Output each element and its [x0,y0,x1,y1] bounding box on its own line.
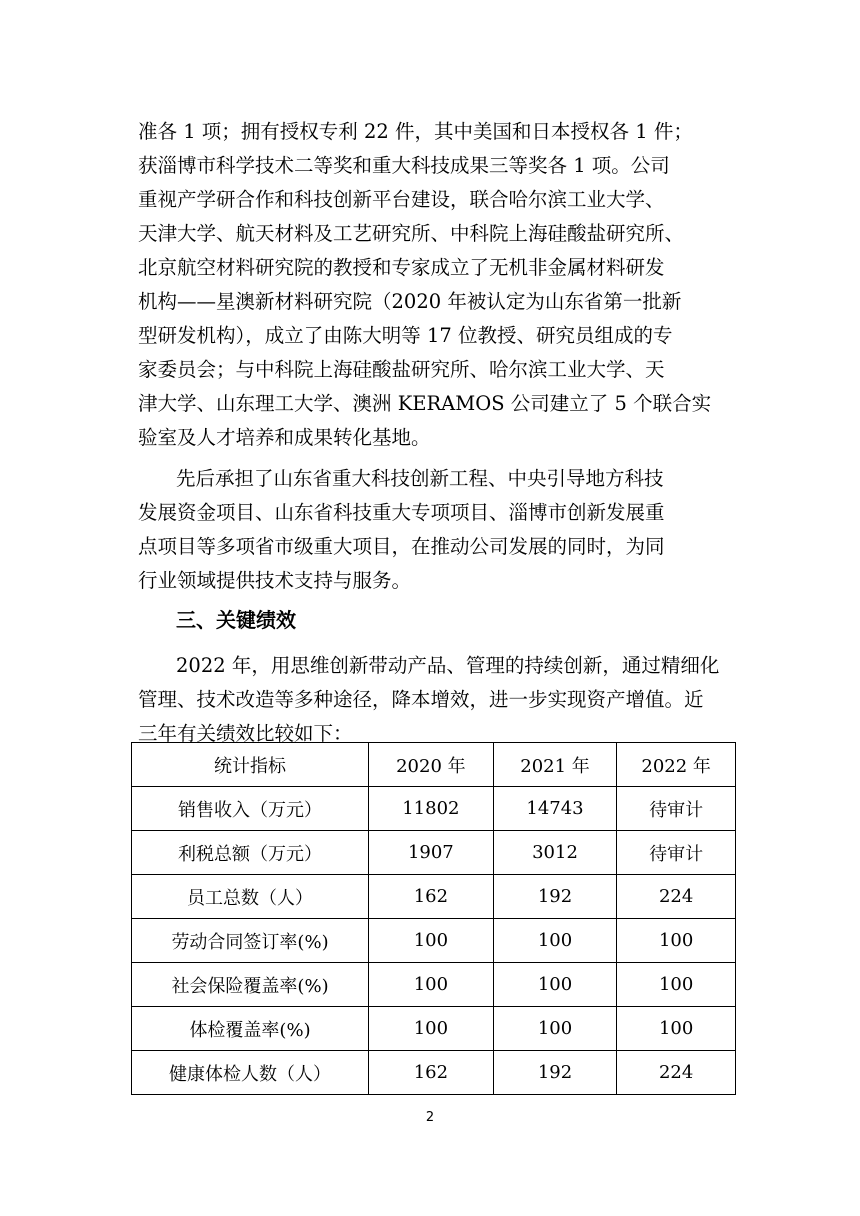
table-cell: 1907 [369,831,494,875]
text-line: 重视产学研合作和科技创新平台建设，联合哈尔滨工业大学、 [138,188,665,211]
paragraph-performance-intro [138,649,728,751]
text-line: 点项目等多项省市级重大项目，在推动公司发展的同时，为同 [138,535,665,558]
table-cell: 14743 [493,787,617,831]
table-cell: 劳动合同签订率(%) [132,919,369,963]
table-cell: 100 [369,963,494,1007]
header-cell: 2021 年 [493,743,617,787]
table-cell: 100 [617,1007,736,1051]
table-row [132,963,736,1007]
page-number: 2 [425,1110,435,1125]
text-line: 津大学、山东理工大学、澳洲 KERAMOS 公司建立了 5 个联合实 [138,392,712,415]
table-cell: 100 [493,1007,617,1051]
text-line: 家委员会；与中科院上海硅酸盐研究所、哈尔滨工业大学、天 [138,358,665,381]
table-cell: 待审计 [617,831,736,875]
table-cell: 100 [369,919,494,963]
table-cell: 100 [369,1007,494,1051]
table-cell: 健康体检人数（人） [132,1051,369,1095]
text-line: 验室及人才培养和成果转化基地。 [138,426,431,449]
table-cell: 社会保险覆盖率(%) [132,963,369,1007]
table-cell: 224 [617,875,736,919]
table-row [132,875,736,919]
table-row [132,1007,736,1051]
text-line: 准各 1 项；拥有授权专利 22 件，其中美国和日本授权各 1 件； [138,120,693,143]
table-cell: 利税总额（万元） [132,831,369,875]
text-line: 管理、技术改造等多种途径，降本增效，进一步实现资产增值。近 [138,688,704,711]
header-cell: 统计指标 [132,743,369,787]
paragraph-major-projects [138,462,728,598]
text-line: 北京航空材料研究院的教授和专家成立了无机非金属材料研发 [138,256,665,279]
text-line: 型研发机构），成立了由陈大明等 17 位教授、研究员组成的专 [138,324,673,347]
header-cell: 2020 年 [369,743,494,787]
text-line: 先后承担了山东省重大科技创新工程、中央引导地方科技 [176,467,664,490]
table-cell: 100 [493,919,617,963]
table-cell: 100 [493,963,617,1007]
text-line: 机构——星澳新材料研究院（2020 年被认定为山东省第一批新 [138,290,682,313]
table-cell: 销售收入（万元） [132,787,369,831]
text-line: 三年有关绩效比较如下： [138,722,353,745]
table-cell: 100 [617,919,736,963]
text-line: 天津大学、航天材料及工艺研究所、中科院上海硅酸盐研究所、 [138,222,685,245]
text-line: 2022 年，用思维创新带动产品、管理的持续创新，通过精细化 [176,654,720,677]
performance-table [131,742,736,1095]
table-row [132,919,736,963]
section-heading: 三、关键绩效 [176,608,296,632]
paragraph-patents-partnerships [138,115,728,455]
text-line: 行业领域提供技术支持与服务。 [138,569,412,592]
table-row [132,1051,736,1095]
table-cell: 3012 [493,831,617,875]
table-row [132,831,736,875]
table-cell: 100 [617,963,736,1007]
table-cell: 体检覆盖率(%) [132,1007,369,1051]
table-cell: 员工总数（人） [132,875,369,919]
table-cell: 192 [493,875,617,919]
table-cell: 162 [369,1051,494,1095]
table-row [132,787,736,831]
text-line: 获淄博市科学技术二等奖和重大科技成果三等奖各 1 项。公司 [138,154,670,177]
text-line: 发展资金项目、山东省科技重大专项项目、淄博市创新发展重 [138,501,665,524]
table-header-row [132,743,736,787]
header-cell: 2022 年 [617,743,736,787]
table-cell: 224 [617,1051,736,1095]
table-cell: 11802 [369,787,494,831]
table-cell: 192 [493,1051,617,1095]
table-cell: 162 [369,875,494,919]
table-cell: 待审计 [617,787,736,831]
